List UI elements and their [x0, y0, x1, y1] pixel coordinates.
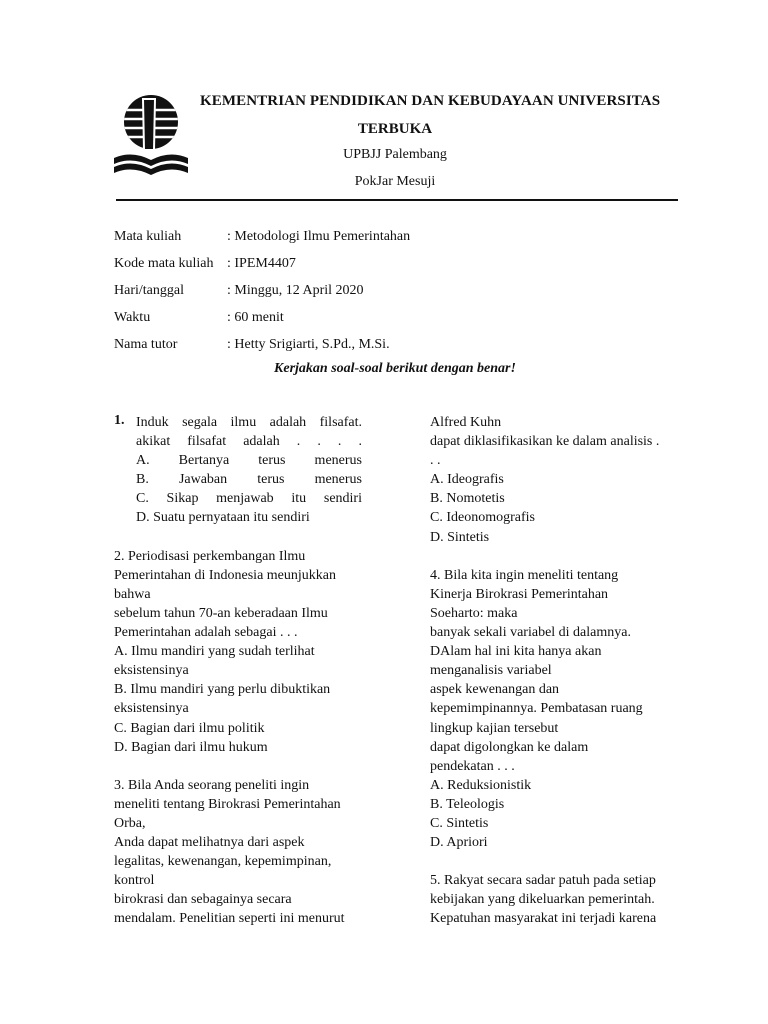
text-line: B. Nomotetis — [430, 491, 505, 507]
text-line: B. Teleologis — [430, 796, 505, 812]
text-line: Soeharto: maka — [430, 605, 518, 621]
text-line: D. Sintetis — [430, 529, 490, 545]
question-1-line: Induk segala ilmu adalah filsafat. — [136, 415, 362, 430]
text-line: birokrasi dan sebagainya secara — [114, 892, 292, 908]
question-1-number: 1. — [114, 413, 125, 428]
paragraph-gap — [430, 547, 685, 566]
text-line: kepemimpinannya. Pembatasan ruang — [430, 701, 643, 717]
question-1-option-b: B. Jawaban terus menerus — [136, 472, 362, 488]
text-line: B. Ilmu mandiri yang perlu dibuktikan — [114, 682, 331, 698]
text-line: A. Ilmu mandiri yang sudah terlihat — [114, 644, 315, 660]
info-label: Mata kuliah — [114, 229, 182, 244]
question-1-line: akikat filsafat adalah . . . . — [136, 434, 362, 450]
text-line: DAlam hal ini kita hanya akan — [430, 644, 602, 660]
text-line: 5. Rakyat secara sadar patuh pada setiap — [430, 873, 656, 889]
question-1 — [136, 413, 362, 528]
info-label: Nama tutor — [114, 337, 178, 352]
text-line: Anda dapat melihatnya dari aspek — [114, 835, 305, 851]
text-line: Alfred Kuhn — [430, 415, 502, 430]
text-line: mendalam. Penelitian seperti ini menurut — [114, 911, 345, 927]
institution-title-line2: TERBUKA — [357, 121, 433, 137]
text-line: eksistensinya — [114, 701, 189, 717]
text-line: 3. Bila Anda seorang peneliti ingin — [114, 777, 310, 793]
text-line: Kepatuhan masyarakat ini terjadi karena — [430, 911, 657, 927]
institution-title-line1: KEMENTRIAN PENDIDIKAN DAN KEBUDAYAAN UNIVERSITAS — [200, 93, 661, 109]
text-line: D. Bagian dari ilmu hukum — [114, 739, 268, 755]
paragraph-gap — [114, 757, 364, 776]
info-label: Waktu — [114, 310, 151, 325]
pokjar-label: PokJar Mesuji — [354, 174, 436, 189]
paragraph-gap — [430, 852, 685, 871]
info-value: : IPEM4407 — [227, 256, 296, 271]
text-line: sebelum tahun 70-an keberadaan Ilmu — [114, 605, 328, 621]
text-line: 4. Bila kita ingin meneliti tentang — [430, 567, 619, 583]
text-line: 2. Periodisasi perkembangan Ilmu — [114, 548, 306, 564]
info-label: Hari/tanggal — [114, 283, 184, 298]
question-1-option-d: D. Suatu pernyataan itu sendiri — [136, 510, 310, 526]
info-value: : Minggu, 12 April 2020 — [227, 283, 364, 298]
text-line: . . — [430, 453, 441, 469]
text-line: eksistensinya — [114, 663, 189, 679]
text-line: C. Bagian dari ilmu politik — [114, 720, 265, 736]
left-column — [114, 547, 364, 929]
text-line: Pemerintahan adalah sebagai . . . — [114, 625, 298, 641]
upbjj-label: UPBJJ Palembang — [343, 147, 447, 162]
text-line: aspek kewenangan dan — [430, 682, 560, 698]
text-line: menganalisis variabel — [430, 663, 552, 679]
text-line: dapat diklasifikasikan ke dalam analisis . — [430, 434, 660, 450]
text-line: dapat digolongkan ke dalam — [430, 739, 589, 755]
text-line: legalitas, kewenangan, kepemimpinan, — [114, 854, 332, 870]
text-line: kontrol — [114, 873, 155, 889]
info-value: : Metodologi Ilmu Pemerintahan — [227, 229, 411, 244]
info-value: : 60 menit — [227, 310, 284, 325]
text-line: Orba, — [114, 816, 146, 831]
text-line: lingkup kajian tersebut — [430, 720, 559, 736]
text-line: Kinerja Birokrasi Pemerintahan — [430, 586, 609, 602]
question-1-option-a: A. Bertanya terus menerus — [136, 453, 362, 469]
question-1-option-c: C. Sikap menjawab itu sendiri — [136, 491, 362, 507]
text-line: pendekatan . . . — [430, 758, 515, 774]
text-line: bahwa — [114, 586, 151, 602]
text-line: C. Sintetis — [430, 815, 489, 831]
text-line: A. Ideografis — [430, 472, 504, 488]
text-line: D. Apriori — [430, 835, 488, 851]
text-line: Pemerintahan di Indonesia meunjukkan — [114, 567, 336, 583]
instruction-text: Kerjakan soal-soal berikut dengan benar! — [274, 361, 516, 376]
text-line: meneliti tentang Birokrasi Pemerintahan — [114, 796, 341, 812]
info-value: : Hetty Srigiarti, S.Pd., M.Si. — [227, 337, 390, 352]
info-label: Kode mata kuliah — [114, 256, 214, 271]
header-divider — [116, 199, 678, 201]
right-column — [430, 413, 685, 929]
text-line: A. Reduksionistik — [430, 777, 532, 793]
text-line: C. Ideonomografis — [430, 510, 535, 526]
text-line: banyak sekali variabel di dalamnya. — [430, 625, 631, 641]
text-line: kebijakan yang dikeluarkan pemerintah. — [430, 892, 655, 908]
